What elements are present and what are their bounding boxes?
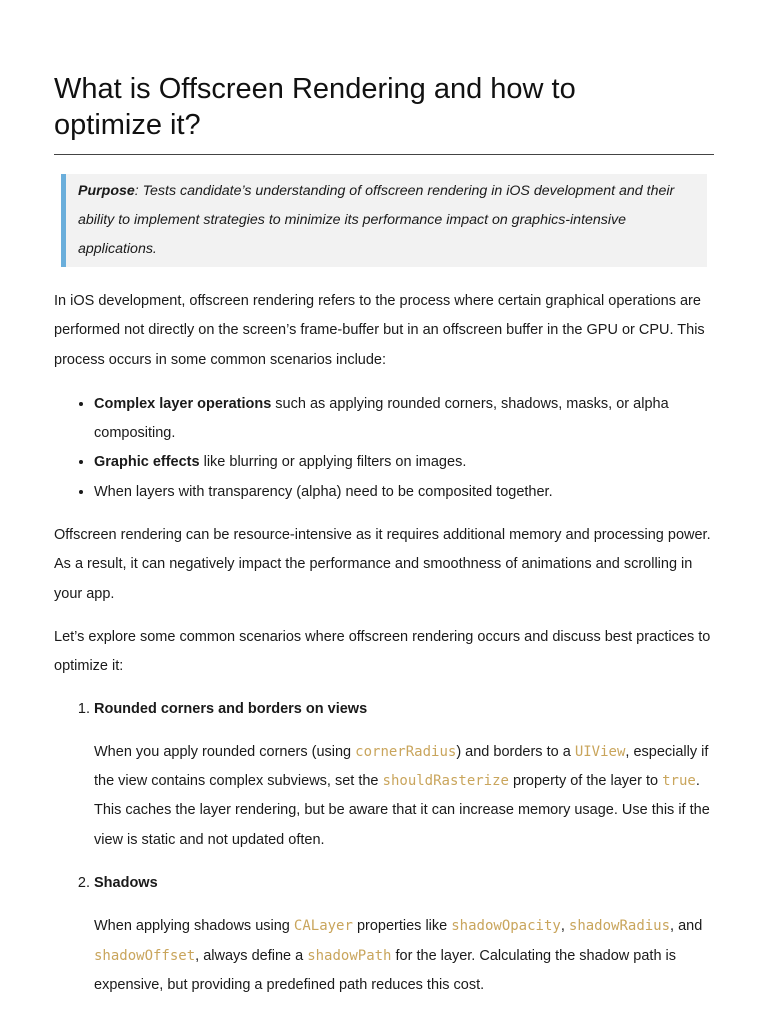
impact-paragraph: Offscreen rendering can be resource-intensive as it requires additional memory and processing power. As a result, it can negatively impact the performance and smoothness of animations and scrolling in your app. xyxy=(54,527,711,602)
practice-item xyxy=(94,695,714,855)
page-title: What is Offscreen Rendering and how to optimize it? xyxy=(54,73,576,141)
list-item xyxy=(94,390,714,449)
body-text: properties like xyxy=(352,918,452,935)
list-item-text: such as applying rounded corners, shadows, masks, or alpha compositing. xyxy=(94,395,669,442)
list-item-bold: Graphic effects xyxy=(94,454,200,471)
list-item xyxy=(94,448,714,477)
body-text: When applying shadows using xyxy=(94,918,294,935)
code-shadow-offset: shadowOffset xyxy=(94,947,196,964)
explore-paragraph: Let’s explore some common scenarios where offscreen rendering occurs and discuss best practices to optimize it: xyxy=(54,628,711,675)
practices-list xyxy=(54,695,714,1001)
code-calayer: CALayer xyxy=(293,918,353,935)
practice-heading: Rounded corners and borders on views xyxy=(94,700,368,717)
code-should-rasterize: shouldRasterize xyxy=(382,773,509,790)
code-shadow-radius: shadowRadius xyxy=(568,918,671,935)
list-item-bold: Complex layer operations xyxy=(94,395,272,412)
purpose-callout xyxy=(61,174,707,267)
code-true: true xyxy=(662,773,696,790)
practice-body xyxy=(94,738,714,855)
title-divider xyxy=(54,154,714,155)
code-uiview: UIView xyxy=(574,743,626,760)
body-text: , and xyxy=(670,918,703,935)
practice-item xyxy=(94,869,714,1000)
code-corner-radius: cornerRadius xyxy=(355,743,457,760)
code-shadow-path: shadowPath xyxy=(307,947,392,964)
body-text: for the layer. Calculating the shadow path is expensive, but providing a predefined path reduces this cost. xyxy=(94,947,677,993)
body-text: , xyxy=(560,918,569,935)
list-item-text: like blurring or applying filters on images. xyxy=(199,454,467,471)
list-item-text: When layers with transparency (alpha) need to be composited together. xyxy=(94,483,553,500)
body-text: , especially if the view contains complex subviews, set the xyxy=(94,743,709,790)
code-shadow-opacity: shadowOpacity xyxy=(451,918,561,935)
body-text: property of the layer to xyxy=(508,773,663,790)
list-item xyxy=(94,478,714,507)
body-text: . This caches the layer rendering, but be aware that it can increase memory usage. Use this if the view is static and not updated often. xyxy=(94,773,710,848)
body-text: , always define a xyxy=(195,947,308,964)
body-text: ) and borders to a xyxy=(456,743,575,760)
callout-text: : Tests candidate’s understanding of offscreen rendering in iOS development and their ability to implement strategies to minimize its performance impact on graphics-intensive applications. xyxy=(78,183,675,257)
practice-heading: Shadows xyxy=(94,875,158,892)
practice-body xyxy=(94,912,714,1000)
callout-label: Purpose xyxy=(78,183,135,199)
intro-paragraph: In iOS development, offscreen rendering refers to the process where certain graphical operations are performed not directly on the screen’s frame-buffer but in an offscreen buffer in the GPU or CPU. This process occurs in some common scenarios include: xyxy=(54,293,705,368)
body-text: When you apply rounded corners (using xyxy=(94,743,356,760)
scenario-list xyxy=(54,390,714,507)
